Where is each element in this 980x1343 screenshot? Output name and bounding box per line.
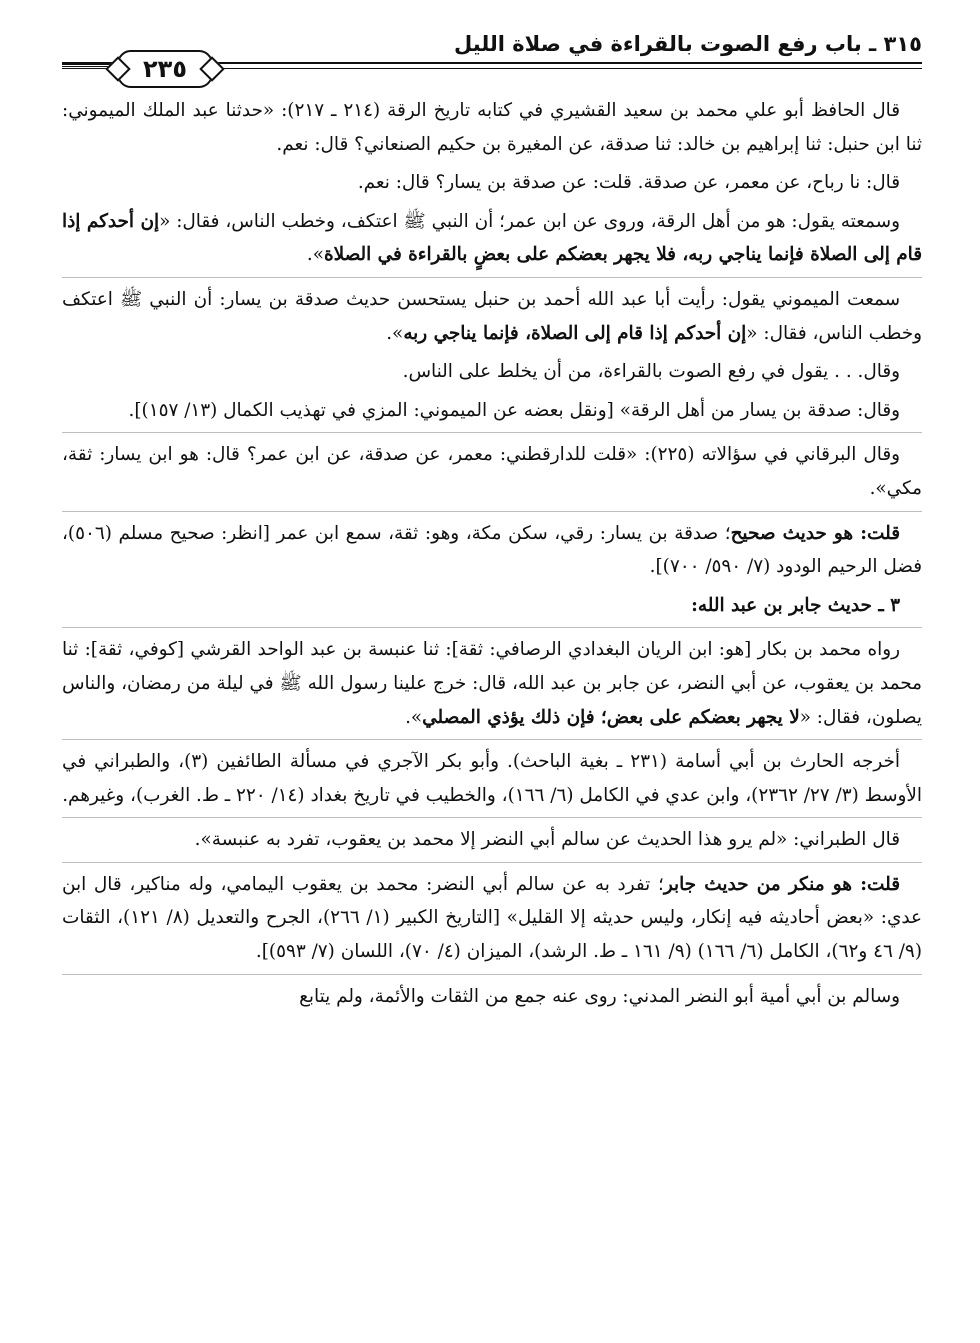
- chapter-title: ٣١٥ ـ باب رفع الصوت بالقراءة في صلاة الليل: [454, 32, 922, 56]
- paragraph: وقال. . . يقول في رفع الصوت بالقراءة، من أن يخلط على الناس.: [402, 361, 900, 383]
- paragraph: رواه محمد بن بكار [هو: ابن الريان البغدادي الرصافي: ثقة]: ثنا عنبسة بن عبد الواحد القرشي [كوفي، ثقة]: ثنا محمد بن يعقوب، عن أبي النضر، عن جابر بن عبد الله، قال: خرج علينا رسول الله ﷺ في ليلة من رمضان، والناس يصلون، فقال: «لا يجهر بعضكم على بعض؛ فإن ذلك يؤذي المصلي».: [62, 639, 922, 728]
- divider: [62, 974, 922, 975]
- paragraph: وسمعته يقول: هو من أهل الرقة، وروى عن ابن عمر؛ أن النبي ﷺ اعتكف، وخطب الناس، فقال: «إن أحدكم إذا قام إلى الصلاة فإنما يناجي ربه، فلا يجهر بعضكم على بعضٍ بالقراءة في الصلاة».: [62, 210, 922, 266]
- divider: [62, 739, 922, 740]
- page: [62, 28, 922, 1018]
- divider: [62, 277, 922, 278]
- paragraph: قال الحافظ أبو علي محمد بن سعيد القشيري في كتابه تاريخ الرقة (٢١٤ ـ ٢١٧): «حدثنا عبد الملك الميموني: ثنا ابن حنبل: ثنا إبراهيم بن خالد: ثنا صدقة، عن المغيرة بن حكيم الصنعاني؟ قال: نعم.: [62, 100, 922, 155]
- ruling-text: قلت: هو منكر من حديث جابر: [663, 873, 900, 895]
- divider: [62, 862, 922, 863]
- page-header: [62, 28, 922, 86]
- divider: [62, 817, 922, 818]
- paragraph: وسالم بن أبي أمية أبو النضر المدني: روى عنه جمع من الثقات والأئمة، ولم يتابع: [299, 985, 900, 1007]
- body-text: [62, 94, 922, 1013]
- section-heading: ٣ ـ حديث جابر بن عبد الله:: [691, 594, 900, 616]
- paragraph: سمعت الميموني يقول: رأيت أبا عبد الله أحمد بن حنبل يستحسن حديث صدقة بن يسار: أن النبي ﷺ اعتكف وخطب الناس، فقال: «إن أحدكم إذا قام إلى الصلاة، فإنما يناجي ربه».: [62, 288, 922, 344]
- hadith-text: لا يجهر بعضكم على بعض؛ فإن ذلك يؤذي المصلي: [422, 706, 800, 728]
- page-number: ٢٣٥: [117, 50, 213, 88]
- hadith-text: إن أحدكم إذا قام إلى الصلاة، فإنما يناجي ربه: [403, 322, 747, 344]
- divider: [62, 511, 922, 512]
- paragraph: قلت: هو حديث صحيح؛ صدقة بن يسار: رقي، سكن مكة، وهو: ثقة، سمع ابن عمر [انظر: صحيح مسلم (٥٠٦)، فضل الرحيم الودود (٧/ ٥٩٠/ ٧٠٠)].: [62, 522, 922, 578]
- paragraph: قال الطبراني: «لم يرو هذا الحديث عن سالم أبي النضر إلا محمد بن يعقوب، تفرد به عنبسة».: [194, 829, 900, 851]
- ruling-text: قلت: هو حديث صحيح: [730, 522, 900, 544]
- paragraph: وقال البرقاني في سؤالاته (٢٢٥): «قلت للدارقطني: معمر، عن صدقة، عن ابن عمر؟ قال: هو ابن يسار: ثقة، مكي».: [62, 444, 922, 499]
- paragraph: قلت: هو منكر من حديث جابر؛ تفرد به عن سالم أبي النضر: محمد بن يعقوب اليمامي، وله مناكير، قال ابن عدي: «بعض أحاديثه فيه إنكار، وليس حديثه إلا القليل» [التاريخ الكبير (١/ ٢٦٦)، الجرح والتعديل (٨/ ١٢١)، الثقات (٩/ ٤٦ و٦٢)، الكامل (٦/ ١٦٦) (٩/ ١٦١ ـ ط. الرشد)، الميزان (٤/ ٧٠)، اللسان (٧/ ٥٩٣)].: [62, 873, 923, 963]
- paragraph: أخرجه الحارث بن أبي أسامة (٢٣١ ـ بغية الباحث). وأبو بكر الآجري في مسألة الطائفين (٣)، والطبراني في الأوسط (٣/ ٢٧/ ٢٣٦٢)، وابن عدي في الكامل (٦/ ١٦٦)، والخطيب في تاريخ بغداد (١٤/ ٢٢٠ ـ ط. الغرب)، وغيرهم.: [62, 751, 922, 806]
- divider: [62, 432, 922, 433]
- header-ornament: [62, 64, 110, 67]
- paragraph: قال: نا رباح، عن معمر، عن صدقة. قلت: عن صدقة بن يسار؟ قال: نعم.: [357, 172, 900, 194]
- hadith-text: إن أحدكم إذا قام إلى الصلاة فإنما يناجي ربه، فلا يجهر بعضكم على بعضٍ بالقراءة في الصلاة: [62, 210, 922, 266]
- divider: [62, 627, 922, 628]
- paragraph: وقال: صدقة بن يسار من أهل الرقة» [ونقل بعضه عن الميموني: المزي في تهذيب الكمال (١٣/ ١٥٧)].: [128, 399, 900, 421]
